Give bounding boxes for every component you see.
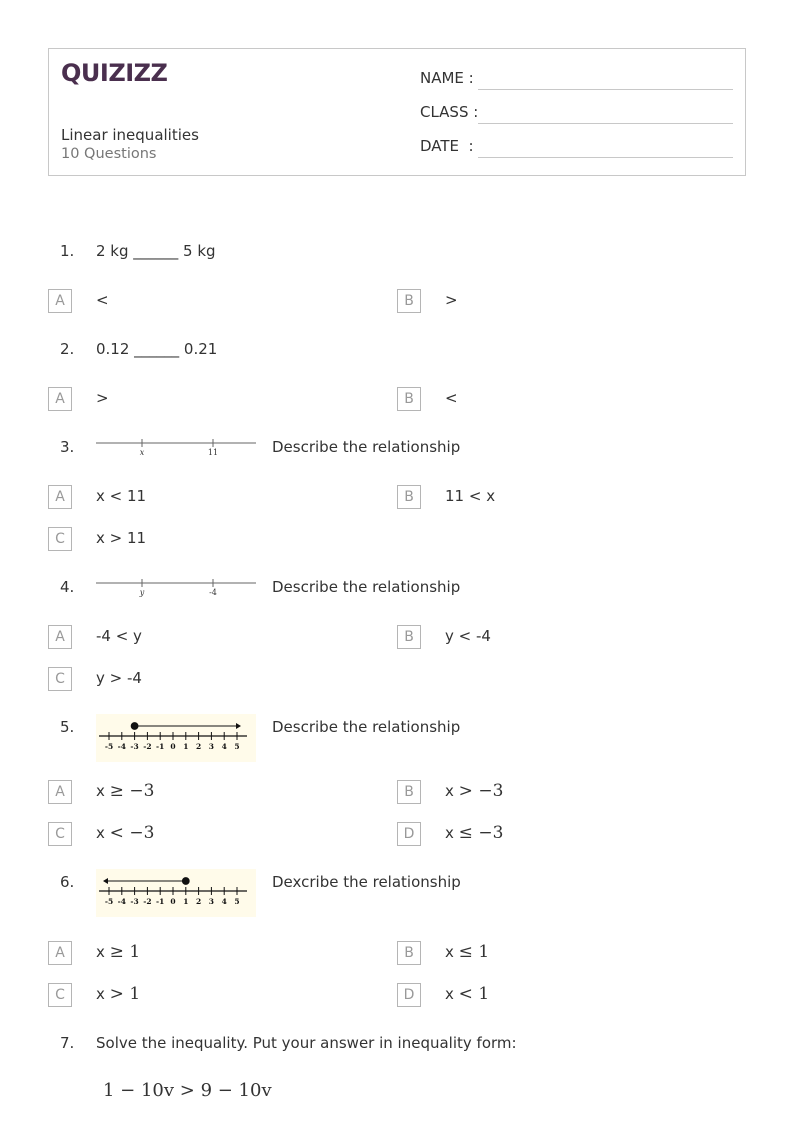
option-text: x ≥ 1 bbox=[96, 942, 141, 962]
tick-label: -4 bbox=[117, 897, 126, 906]
option-text: x < 1 bbox=[445, 984, 490, 1004]
equation: 1 − 10v > 9 − 10v bbox=[103, 1080, 272, 1101]
name-field[interactable] bbox=[478, 89, 733, 90]
option-badge[interactable]: A bbox=[48, 780, 72, 804]
tick-label: 2 bbox=[195, 742, 202, 751]
option-badge[interactable]: B bbox=[397, 289, 421, 313]
question-number: 2. bbox=[60, 340, 75, 358]
tick-label: 0 bbox=[170, 897, 176, 906]
option-text: x < −3 bbox=[96, 823, 155, 843]
tick-label: -5 bbox=[104, 742, 114, 751]
question-text: Describe the relationship bbox=[272, 718, 461, 736]
question-number: 5. bbox=[60, 718, 75, 736]
question-text: Dexcribe the relationship bbox=[272, 873, 461, 891]
tick-label: -3 bbox=[130, 897, 139, 906]
tick-label: 1 bbox=[183, 742, 189, 751]
date-field[interactable] bbox=[478, 157, 733, 158]
quizizz-logo: QUIZIZZ bbox=[61, 59, 168, 87]
tick-label: 5 bbox=[234, 742, 240, 751]
tick-label: -4 bbox=[117, 742, 126, 751]
option-badge[interactable]: B bbox=[397, 625, 421, 649]
question-number: 6. bbox=[60, 873, 75, 891]
option-text: x < 11 bbox=[96, 487, 147, 505]
number-line-figure bbox=[96, 714, 256, 762]
tick-label: 2 bbox=[195, 897, 202, 906]
figure-background bbox=[96, 714, 256, 762]
figure-label: x bbox=[139, 448, 145, 457]
tick-label: 1 bbox=[183, 897, 189, 906]
number-line-figure bbox=[96, 869, 256, 917]
option-badge[interactable]: A bbox=[48, 289, 72, 313]
question-text: 2 kg ______ 5 kg bbox=[96, 242, 216, 260]
question-number: 7. bbox=[60, 1034, 75, 1052]
option-text: x > −3 bbox=[445, 781, 504, 801]
date-label: DATE : bbox=[420, 137, 474, 155]
class-label: CLASS : bbox=[420, 103, 479, 121]
option-badge[interactable]: D bbox=[397, 983, 421, 1007]
option-badge[interactable]: A bbox=[48, 387, 72, 411]
name-label: NAME : bbox=[420, 69, 474, 87]
option-badge[interactable]: A bbox=[48, 941, 72, 965]
tick-label: 5 bbox=[234, 897, 240, 906]
tick-label: -2 bbox=[143, 897, 152, 906]
question-text: 0.12 ______ 0.21 bbox=[96, 340, 218, 358]
figure-label: -4 bbox=[209, 588, 217, 597]
tick-label: 3 bbox=[208, 742, 215, 751]
option-text: x ≤ −3 bbox=[445, 823, 504, 843]
option-badge[interactable]: C bbox=[48, 667, 72, 691]
option-text: < bbox=[445, 389, 458, 407]
option-text: > bbox=[96, 389, 109, 407]
option-badge[interactable]: A bbox=[48, 485, 72, 509]
option-badge[interactable]: D bbox=[397, 822, 421, 846]
option-badge[interactable]: C bbox=[48, 983, 72, 1007]
option-text: < bbox=[96, 291, 109, 309]
question-number: 3. bbox=[60, 438, 75, 456]
figure-label: 11 bbox=[207, 448, 219, 457]
figure-background bbox=[96, 869, 256, 917]
tick-label: -5 bbox=[104, 897, 114, 906]
option-text: x > 1 bbox=[96, 984, 141, 1004]
number-line-figure bbox=[96, 436, 256, 460]
tick-label: 4 bbox=[221, 742, 227, 751]
option-text: x ≥ −3 bbox=[96, 781, 155, 801]
option-badge[interactable]: A bbox=[48, 625, 72, 649]
option-badge[interactable]: B bbox=[397, 485, 421, 509]
option-text: > bbox=[445, 291, 458, 309]
option-badge[interactable]: B bbox=[397, 780, 421, 804]
question-number: 4. bbox=[60, 578, 75, 596]
endpoint-dot bbox=[131, 723, 138, 730]
option-badge[interactable]: C bbox=[48, 822, 72, 846]
option-badge[interactable]: C bbox=[48, 527, 72, 551]
worksheet-header bbox=[48, 48, 746, 176]
question-text: Describe the relationship bbox=[272, 578, 461, 596]
number-line-figure bbox=[96, 576, 256, 600]
option-badge[interactable]: B bbox=[397, 941, 421, 965]
option-text: x ≤ 1 bbox=[445, 942, 490, 962]
tick-label: 4 bbox=[221, 897, 227, 906]
tick-label: -3 bbox=[130, 742, 139, 751]
option-badge[interactable]: B bbox=[397, 387, 421, 411]
tick-label: 3 bbox=[208, 897, 215, 906]
class-field[interactable] bbox=[478, 123, 733, 124]
option-text: y > -4 bbox=[96, 669, 142, 687]
option-text: y < -4 bbox=[445, 627, 491, 645]
tick-label: -2 bbox=[143, 742, 152, 751]
figure-label: y bbox=[139, 588, 145, 597]
tick-label: -1 bbox=[156, 742, 165, 751]
question-text: Solve the inequality. Put your answer in inequality form: bbox=[96, 1034, 517, 1052]
worksheet-title: Linear inequalities bbox=[61, 126, 199, 144]
option-text: 11 < x bbox=[445, 487, 496, 505]
option-text: -4 < y bbox=[96, 627, 142, 645]
tick-label: -1 bbox=[156, 897, 165, 906]
question-count: 10 Questions bbox=[61, 146, 157, 162]
question-text: Describe the relationship bbox=[272, 438, 461, 456]
endpoint-dot bbox=[182, 878, 189, 885]
tick-label: 0 bbox=[170, 742, 176, 751]
option-text: x > 11 bbox=[96, 529, 147, 547]
question-number: 1. bbox=[60, 242, 75, 260]
